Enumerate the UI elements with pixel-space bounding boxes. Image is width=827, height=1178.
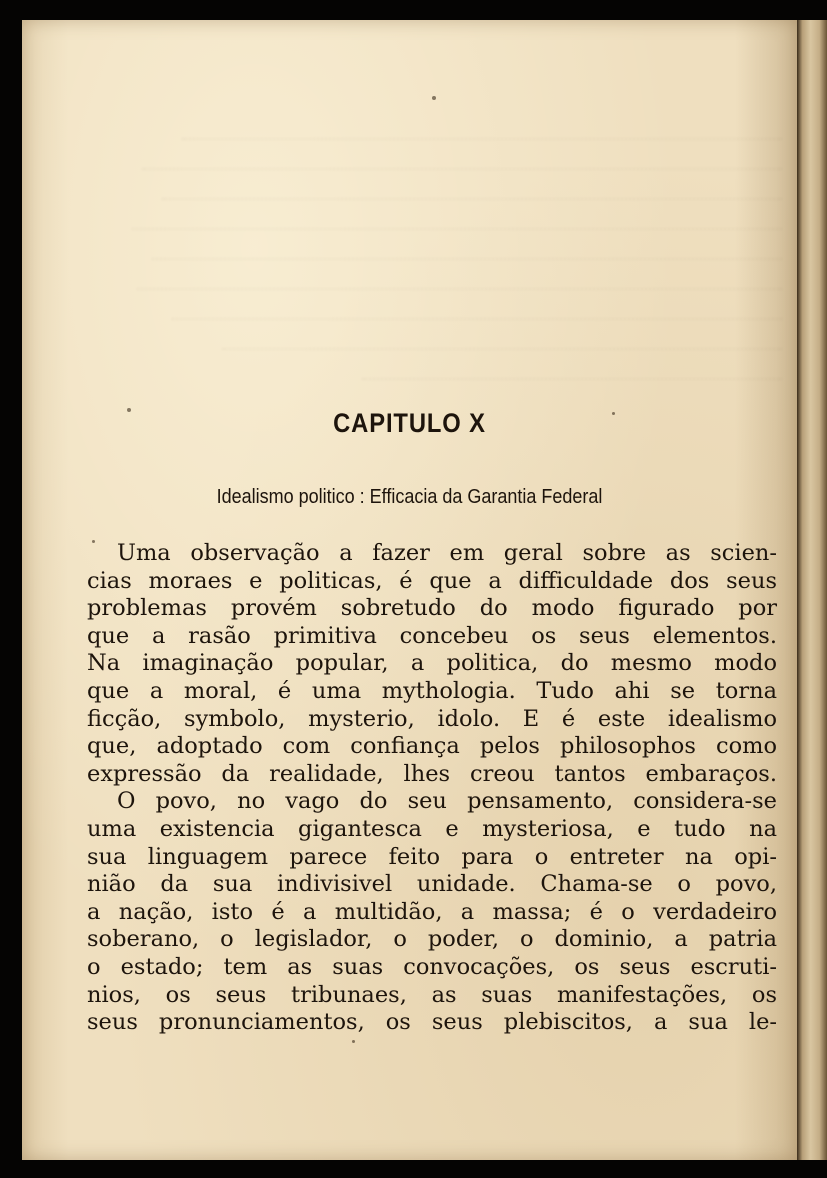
text-line: nião da sua indivisivel unidade. Chama-se o povo, <box>87 871 777 898</box>
text-line: cias moraes e politicas, é que a difficuldade dos seus <box>87 567 777 594</box>
adjacent-page-edge <box>797 20 827 1160</box>
text-line: soberano, o legislador, o poder, o dominio, a patria <box>87 926 777 953</box>
text-line: a nação, isto é a multidão, a massa; é o verdadeiro <box>87 898 777 925</box>
body-text <box>87 540 777 1037</box>
text-line: que a rasão primitiva concebeu os seus elementos. <box>87 622 777 649</box>
foxing-speck <box>352 1040 355 1043</box>
chapter-title: CAPITULO X <box>333 408 486 438</box>
text-line: uma existencia gigantesca e mysteriosa, e tudo na <box>87 815 777 842</box>
paragraph-1 <box>87 540 777 788</box>
text-line: que a moral, é uma mythologia. Tudo ahi se torna <box>87 677 777 704</box>
text-line: O povo, no vago do seu pensamento, considera-se <box>117 788 777 815</box>
foxing-speck <box>127 408 131 412</box>
text-line: Na imaginação popular, a politica, do mesmo modo <box>87 650 777 677</box>
chapter-subtitle: Idealismo politico : Efficacia da Garantia Federal <box>216 486 603 508</box>
page-content <box>22 20 797 1160</box>
text-line: Uma observação a fazer em geral sobre as scien- <box>117 540 777 566</box>
foxing-speck <box>92 540 95 543</box>
foxing-speck <box>432 96 436 100</box>
book-page <box>22 20 797 1160</box>
paragraph-2 <box>87 788 777 1036</box>
foxing-speck <box>612 412 615 415</box>
text-line: sua linguagem parece feito para o entreter na opi- <box>87 843 777 870</box>
text-line: problemas provém sobretudo do modo figurado por <box>87 595 777 622</box>
text-line: expressão da realidade, lhes creou tantos embaraços. <box>87 760 777 787</box>
text-line: nios, os seus tribunaes, as suas manifestações, os <box>87 981 777 1008</box>
text-line: seus pronunciamentos, os seus plebiscitos, a sua le- <box>87 1009 777 1036</box>
text-line: o estado; tem as suas convocações, os seus escruti- <box>87 953 777 980</box>
text-line: ficção, symbolo, mysterio, idolo. E é este idealismo <box>87 705 777 732</box>
text-line: que, adoptado com confiança pelos philosophos como <box>87 733 777 760</box>
